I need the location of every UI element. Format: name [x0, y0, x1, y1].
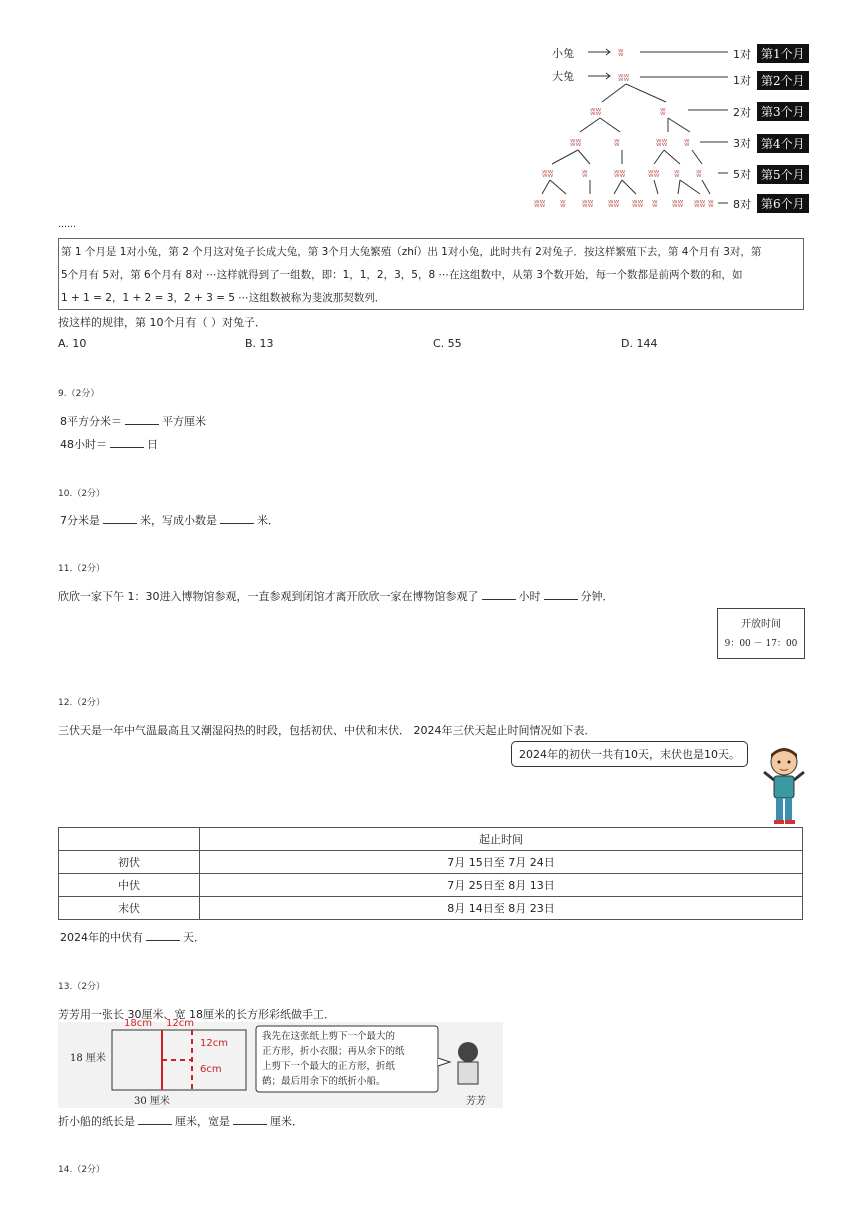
q13-question-pre: 折小船的纸长是 — [58, 1115, 135, 1128]
q10-blank1[interactable] — [103, 513, 137, 524]
svg-text:ʬʬ: ʬʬ — [694, 197, 706, 210]
option-c[interactable]: C. 55 — [433, 337, 462, 350]
fig-side-label-1: 12cm — [200, 1038, 228, 1049]
month-label-1: 第1个月 — [757, 44, 809, 63]
svg-text:ʬʬ: ʬʬ — [632, 197, 644, 210]
table-row — [59, 851, 803, 874]
row-range: 8月 14日至 8月 23日 — [200, 897, 803, 920]
svg-text:ʬʬ: ʬʬ — [614, 167, 626, 180]
q11-number: 11.（2分） — [58, 564, 106, 574]
row-name: 末伏 — [59, 897, 200, 920]
option-a[interactable]: A. 10 — [58, 337, 87, 350]
q11-blank2[interactable] — [544, 589, 578, 600]
fig-top-label-2: 12cm — [166, 1018, 194, 1029]
svg-text:ʬ: ʬ — [708, 197, 714, 210]
q11-mid: 小时 — [518, 590, 541, 603]
svg-text:ʬ: ʬ — [696, 167, 702, 180]
fig-width-label: 18 厘米 — [70, 1053, 106, 1064]
q10-pre: 7分米是 — [60, 514, 100, 527]
row-name: 初伏 — [59, 851, 200, 874]
month-label-5: 第5个月 — [757, 165, 809, 184]
svg-text:ʬʬ: ʬʬ — [542, 167, 554, 180]
row-range: 7月 15日至 7月 24日 — [200, 851, 803, 874]
pair-count-4: 3对 — [733, 137, 751, 150]
sanfu-table — [58, 827, 803, 920]
boy-speech-bubble: 2024年的初伏一共有10天，末伏也是10天。 — [511, 741, 748, 767]
month-label-2: 第2个月 — [757, 71, 809, 90]
svg-text:ʬ: ʬ — [684, 136, 690, 149]
q9-line2 — [60, 436, 158, 452]
info-line-2: 5个月有 5对，第 6个月有 8对 ⋯这样就得到了一组数，即：1，1，2，3，5，8 ⋯在这组数中，从第 3个数开始，每一个数都是前两个数的和，如 — [61, 269, 743, 281]
q12-question-post: 天． — [183, 931, 205, 944]
svg-text:ʬʬ: ʬʬ — [656, 136, 668, 149]
q13-intro: 芳芳用一张长 30厘米、宽 18厘米的长方形彩纸做手工． — [58, 1008, 335, 1021]
month-label-3: 第3个月 — [757, 102, 809, 121]
q13-question-mid: 厘米，宽是 — [175, 1115, 230, 1128]
girl-speech-bubble — [262, 1029, 405, 1089]
q12-question-pre: 2024年的中伏有 — [60, 931, 143, 944]
row-range: 7月 25日至 8月 13日 — [200, 874, 803, 897]
table-header-time: 起止时间 — [200, 828, 803, 851]
pair-count-5: 5对 — [733, 168, 751, 181]
opening-hours-title: 开放时间 — [741, 619, 781, 630]
q12-blank[interactable] — [146, 930, 180, 941]
svg-text:ʬʬ: ʬʬ — [570, 136, 582, 149]
fig-top-label-1: 18cm — [124, 1018, 152, 1029]
ellipsis: …… — [58, 220, 76, 230]
q13-number: 13.（2分） — [58, 982, 106, 992]
svg-text:ʬ: ʬ — [560, 197, 566, 210]
svg-text:ʬʬ: ʬʬ — [582, 197, 594, 210]
q9-line1-post: 平方厘米 — [162, 415, 206, 428]
month-label-4: 第4个月 — [757, 134, 809, 153]
pair-count-2: 1对 — [733, 74, 751, 87]
table-row — [59, 874, 803, 897]
svg-text:ʬ: ʬ — [618, 46, 624, 59]
svg-text:ʬ: ʬ — [674, 167, 680, 180]
fig-side-label-2: 6cm — [200, 1064, 222, 1075]
bubble-line-2: 正方形，折小衣服；再从余下的纸 — [262, 1046, 405, 1057]
svg-text:ʬʬ: ʬʬ — [590, 105, 602, 118]
rabbit-tree — [530, 40, 830, 220]
pair-count-1: 1对 — [733, 48, 751, 61]
q9-line1-pre: 8平方分米＝ — [60, 415, 122, 428]
svg-text:ʬ: ʬ — [652, 197, 658, 210]
bubble-line-4: 鹤；最后用余下的纸折小船。 — [262, 1076, 386, 1087]
q13-blank2[interactable] — [233, 1114, 267, 1125]
girl-name: 芳芳 — [466, 1096, 486, 1107]
info-line-3: 1 + 1 = 2，1 + 2 = 3，2 + 3 = 5 ⋯这组数被称为斐波那契数列． — [61, 292, 386, 304]
q10-mid: 米，写成小数是 — [140, 514, 217, 527]
table-header-row — [59, 828, 803, 851]
info-box — [58, 238, 804, 310]
q9-line2-post: 日 — [147, 438, 158, 451]
q9-number: 9.（2分） — [58, 389, 100, 399]
opening-hours-box — [717, 608, 805, 659]
q9-line2-pre: 48小时＝ — [60, 438, 107, 451]
q12-intro: 三伏天是一年中气温最高且又潮湿闷热的时段，包括初伏、中伏和末伏． 2024年三伏天起止时间情况如下表． — [58, 724, 596, 737]
svg-text:ʬʬ: ʬʬ — [608, 197, 620, 210]
paper-figure — [58, 1018, 503, 1108]
pair-count-6: 8对 — [733, 198, 751, 211]
svg-text:ʬ: ʬ — [582, 167, 588, 180]
pair-count-3: 2对 — [733, 106, 751, 119]
q12-question — [60, 929, 205, 945]
q9-blank1[interactable] — [125, 414, 159, 425]
svg-text:ʬʬ: ʬʬ — [618, 71, 630, 84]
q14-number: 14.（2分） — [58, 1165, 106, 1175]
q11-line — [58, 588, 614, 604]
q10-number: 10.（2分） — [58, 489, 106, 499]
q10-line — [60, 512, 279, 528]
svg-text:ʬ: ʬ — [614, 136, 620, 149]
svg-text:ʬʬ: ʬʬ — [534, 197, 546, 210]
option-d[interactable]: D. 144 — [621, 337, 658, 350]
info-line-1: 第 1 个月是 1对小兔，第 2 个月这对兔子长成大兔，第 3个月大兔繁殖（zhí）出 1对小兔，此时共有 2对兔子．按这样繁殖下去，第 4个月有 3对，第 — [61, 246, 762, 258]
q10-blank2[interactable] — [220, 513, 254, 524]
row-name: 中伏 — [59, 874, 200, 897]
q8-question: 按这样的规律，第 10个月有（ ）对兔子． — [58, 316, 266, 329]
q9-line1 — [60, 413, 206, 429]
q12-number: 12.（2分） — [58, 698, 106, 708]
option-b[interactable]: B. 13 — [245, 337, 274, 350]
q11-pre: 欣欣一家下午 1：30进入博物馆参观，一直参观到闭馆才离开欣欣一家在博物馆参观了 — [58, 590, 479, 603]
svg-text:ʬʬ: ʬʬ — [672, 197, 684, 210]
table-header-empty — [59, 828, 200, 851]
big-rabbit-label: 大兔 — [552, 70, 574, 83]
q10-post: 米． — [257, 514, 279, 527]
q11-post: 分钟． — [580, 590, 614, 603]
bubble-line-3: 上剪下一个最大的正方形，折纸 — [262, 1061, 396, 1072]
month-label-6: 第6个月 — [757, 194, 809, 213]
small-rabbit-label: 小兔 — [552, 47, 574, 60]
q13-question-post: 厘米． — [270, 1115, 303, 1128]
q9-blank2[interactable] — [110, 437, 144, 448]
fig-length-label: 30 厘米 — [134, 1096, 170, 1107]
svg-text:ʬ: ʬ — [660, 105, 666, 118]
boy-illustration — [760, 742, 810, 828]
table-row — [59, 897, 803, 920]
opening-hours-time: 9：00 － 17：00 — [724, 639, 798, 649]
q13-blank1[interactable] — [138, 1114, 172, 1125]
q11-blank1[interactable] — [482, 589, 516, 600]
svg-text:ʬʬ: ʬʬ — [648, 167, 660, 180]
bubble-line-1: 我先在这张纸上剪下一个最大的 — [262, 1031, 396, 1042]
q13-question — [58, 1113, 303, 1129]
